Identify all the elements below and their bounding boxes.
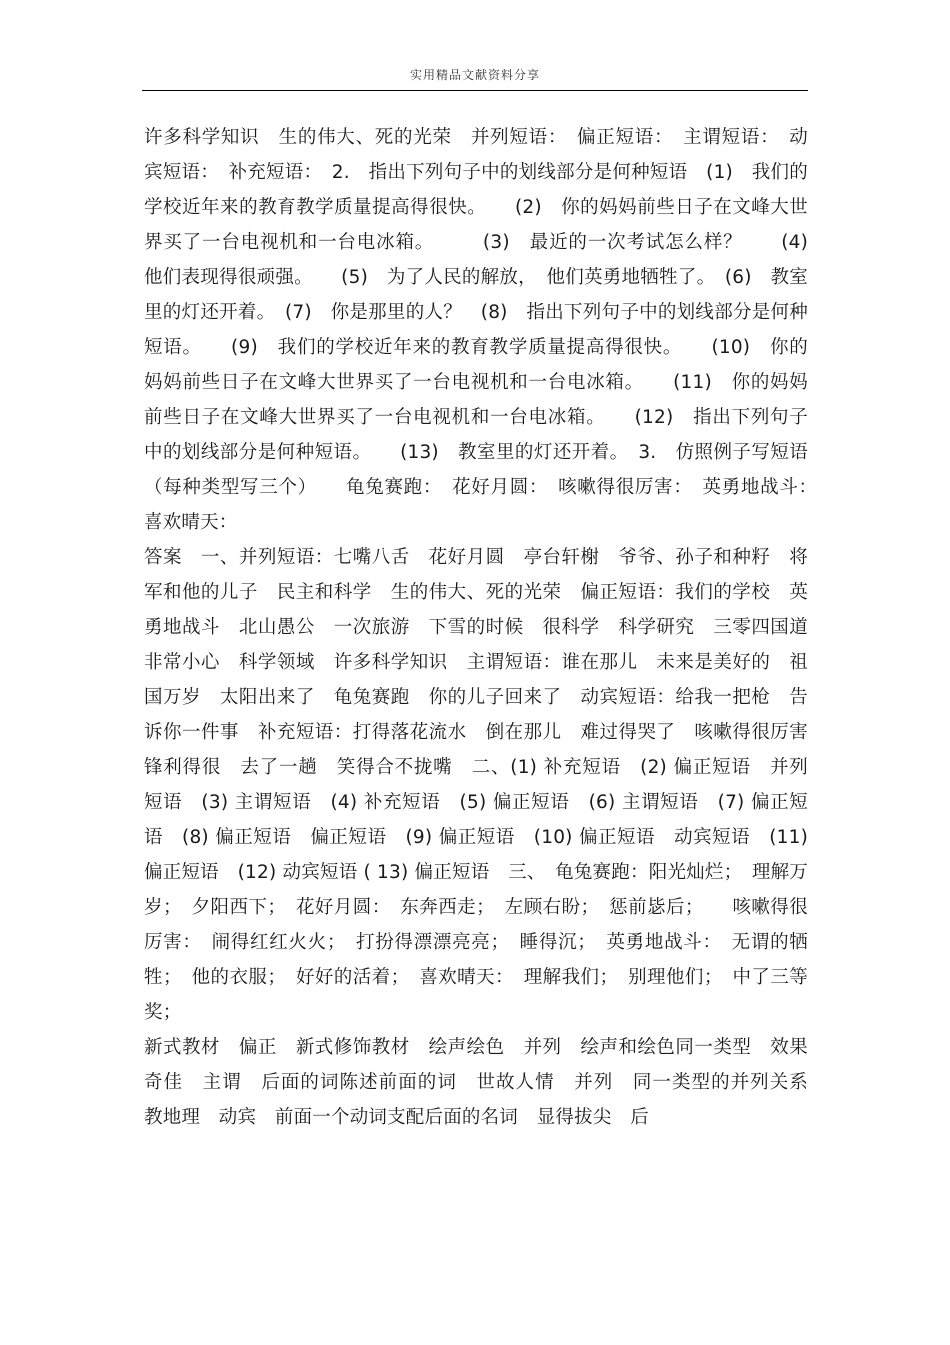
answer-paragraph: 答案 一、并列短语：七嘴八舌 花好月圆 亭台轩榭 爷爷、孙子和种籽 将军和他的儿子 民主和科学 生的伟大、死的光荣 偏正短语：我们的学校 英勇地战斗 北山愚公 一次旅游 下雪的时候 很科学 科学研究 三零四国道 非常小心 科学领域 许多科学知识 主谓短语：谁在那儿 未来是美好的 祖国万岁 太阳出来了 龟兔赛跑 你的儿子回来了 动宾短语：给我一把枪 告诉你一件事 补充短语：打得落花流水 倒在那儿 难过得哭了 咳嗽得很厉害 锋利得很 去了一趟 笑得合不拢嘴 二、(1) 补充短语 (2) 偏正短语 并列短语 (3) 主谓短语 (4) 补充短语 (5) 偏正短语 (6) 主谓短语 (7) 偏正短语 (8) 偏正短语 偏正短语 (9) 偏正短语 (10) 偏正短语 动宾短语 (11) 偏正短语 (12) 动宾短语 ( 13) 偏正短语 三、 龟兔赛跑：阳光灿烂； 理解万岁； 夕阳西下； 花好月圆： 东奔西走； 左顾右盼； 惩前毖后； 咳嗽得很厉害： 闹得红红火火； 打扮得漂漂亮亮； 睡得沉； 英勇地战斗： 无谓的牺牲； 他的衣服； 好好的活着； 喜欢晴天： 理解我们； 别理他们； 中了三等奖； xyxy=(144,547,827,1023)
page-header-title: 实用精品文献资料分享 xyxy=(409,68,540,82)
document-body xyxy=(144,120,827,1135)
header-divider xyxy=(142,90,808,91)
analysis-paragraph: 新式教材 偏正 新式修饰教材 绘声绘色 并列 绘声和绘色同一类型 效果奇佳 主谓 后面的词陈述前面的词 世故人情 并列 同一类型的并列关系 教地理 动宾 前面一个动词支配后面的名词 显得拔尖 后 xyxy=(144,1037,827,1128)
exercise-paragraph: 许多科学知识 生的伟大、死的光荣 并列短语： 偏正短语： 主谓短语： 动宾短语： 补充短语： 2. 指出下列句子中的划线部分是何种短语 (1) 我们的学校近年来的教育教学质量提高得很快。 (2) 你的妈妈前些日子在文峰大世界买了一台电视机和一台电冰箱。 (3) 最近的一次考试怎么样？ (4) 他们表现得很顽强。 (5) 为了人民的解放， 他们英勇地牺牲了。 (6) 教室里的灯还开着。 (7) 你是那里的人？ (8) 指出下列句子中的划线部分是何种短语。 (9) 我们的学校近年来的教育教学质量提高得很快。 (10) 你的妈妈前些日子在文峰大世界买了一台电视机和一台电冰箱。 (11) 你的妈妈前些日子在文峰大世界买了一台电视机和一台电冰箱。 (12) 指出下列句子中的划线部分是何种短语。 (13) 教室里的灯还开着。 3. 仿照例子写短语（每种类型写三个） 龟兔赛跑： 花好月圆： 咳嗽得很厉害： 英勇地战斗： 喜欢晴天： xyxy=(144,127,827,533)
